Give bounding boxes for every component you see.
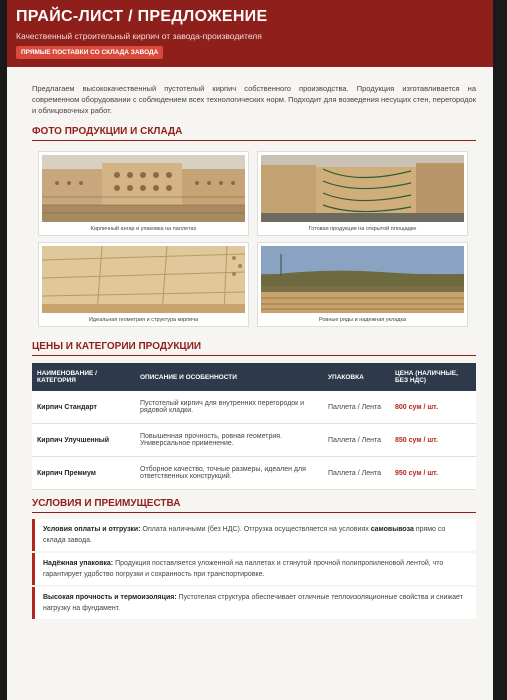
brick-geometry-photo — [42, 246, 245, 313]
product-description: Отборное качество, точные размеры, идеален для ответственных конструкций. — [135, 457, 323, 490]
photo-caption: Кирпичный ангар и упаковка на паллетах — [90, 226, 197, 232]
condition-label: Высокая прочность и термоизоляция: — [43, 594, 177, 601]
column-header: НАИМЕНОВАНИЕ / КАТЕГОРИЯ — [32, 363, 135, 391]
column-header: ЦЕНА (НАЛИЧНЫЕ, БЕЗ НДС) — [390, 363, 476, 391]
warehouse-photo — [42, 155, 245, 222]
table-header-row — [32, 363, 476, 391]
prices-section-title: ЦЕНЫ И КАТЕГОРИИ ПРОДУКЦИИ — [32, 341, 202, 352]
product-description: Повышенная прочность, ровная геометрия. Универсальное применение. — [135, 424, 323, 457]
product-price: 950 сум / шт. — [390, 457, 476, 490]
product-price: 850 сум / шт. — [390, 424, 476, 457]
condition-text: Оплата наличными (без НДС). Отгрузка осуществляется на условиях — [140, 526, 371, 533]
price-table — [32, 363, 476, 490]
product-name: Кирпич Улучшенный — [32, 424, 135, 457]
product-description: Пустотелый кирпич для внутренних перегородок и рядовой кладки. — [135, 391, 323, 424]
table-row — [32, 391, 476, 424]
condition-card-strength — [32, 587, 476, 619]
product-name: Кирпич Премиум — [32, 457, 135, 490]
condition-highlight: самовывоза — [370, 526, 414, 533]
column-header: ОПИСАНИЕ И ОСОБЕННОСТИ — [135, 363, 323, 391]
open-yard-photo — [261, 155, 464, 222]
photo-caption: Идеальная геометрия и структура кирпича — [88, 317, 199, 323]
photo-card-rows — [257, 242, 468, 327]
product-packaging: Паллета / Лента — [323, 457, 390, 490]
price-list-page — [7, 0, 493, 700]
table-row — [32, 457, 476, 490]
product-packaging: Паллета / Лента — [323, 424, 390, 457]
header-banner — [7, 0, 493, 67]
direct-supply-badge: ПРЯМЫЕ ПОСТАВКИ СО СКЛАДА ЗАВОДА — [16, 46, 163, 59]
photo-card-open-yard — [257, 151, 468, 236]
condition-text: Продукция поставляется уложенной на паллетах и стянутой прочной полипропиленовой лентой, что гарантирует удобство погрузки и сохранность при транспортировке. — [43, 560, 444, 578]
product-packaging: Паллета / Лента — [323, 391, 390, 424]
condition-label: Условия оплаты и отгрузки: — [43, 526, 141, 533]
condition-text: прямо со склада завода. — [43, 526, 446, 544]
photo-caption: Готовая продукция на открытой площадке — [308, 226, 417, 232]
photos-section-title: ФОТО ПРОДУКЦИИ И СКЛАДА — [32, 126, 183, 137]
page-title: ПРАЙС-ЛИСТ / ПРЕДЛОЖЕНИЕ — [16, 8, 268, 25]
product-name: Кирпич Стандарт — [32, 391, 135, 424]
condition-label: Надёжная упаковка: — [43, 560, 114, 567]
intro-paragraph: Предлагаем высококачественный пустотелый кирпич собственного производства. Продукция изготавливается на современном оборудовании с соблюдением всех технологических норм. Подходит для возведения несущих стен, перегородок и облицовочных работ. — [32, 84, 476, 115]
product-price: 800 сум / шт. — [390, 391, 476, 424]
brick-rows-photo — [261, 246, 464, 313]
condition-card-packaging — [32, 553, 476, 585]
conditions-section-title: УСЛОВИЯ И ПРЕИМУЩЕСТВА — [32, 498, 181, 509]
column-header: УПАКОВКА — [323, 363, 390, 391]
table-row — [32, 424, 476, 457]
photo-card-warehouse — [38, 151, 249, 236]
condition-text: Пустотелая структура обеспечивает отличные теплоизоляционные свойства и снижает нагрузку на фундамент. — [43, 594, 463, 612]
section-divider — [32, 140, 476, 141]
photo-card-geometry — [38, 242, 249, 327]
page-subtitle: Качественный строительный кирпич от завода-производителя — [16, 31, 262, 41]
photo-caption: Ровные ряды и надежная укладка — [318, 317, 407, 323]
section-divider — [32, 355, 476, 356]
section-divider — [32, 512, 476, 513]
condition-card-payment — [32, 519, 476, 551]
